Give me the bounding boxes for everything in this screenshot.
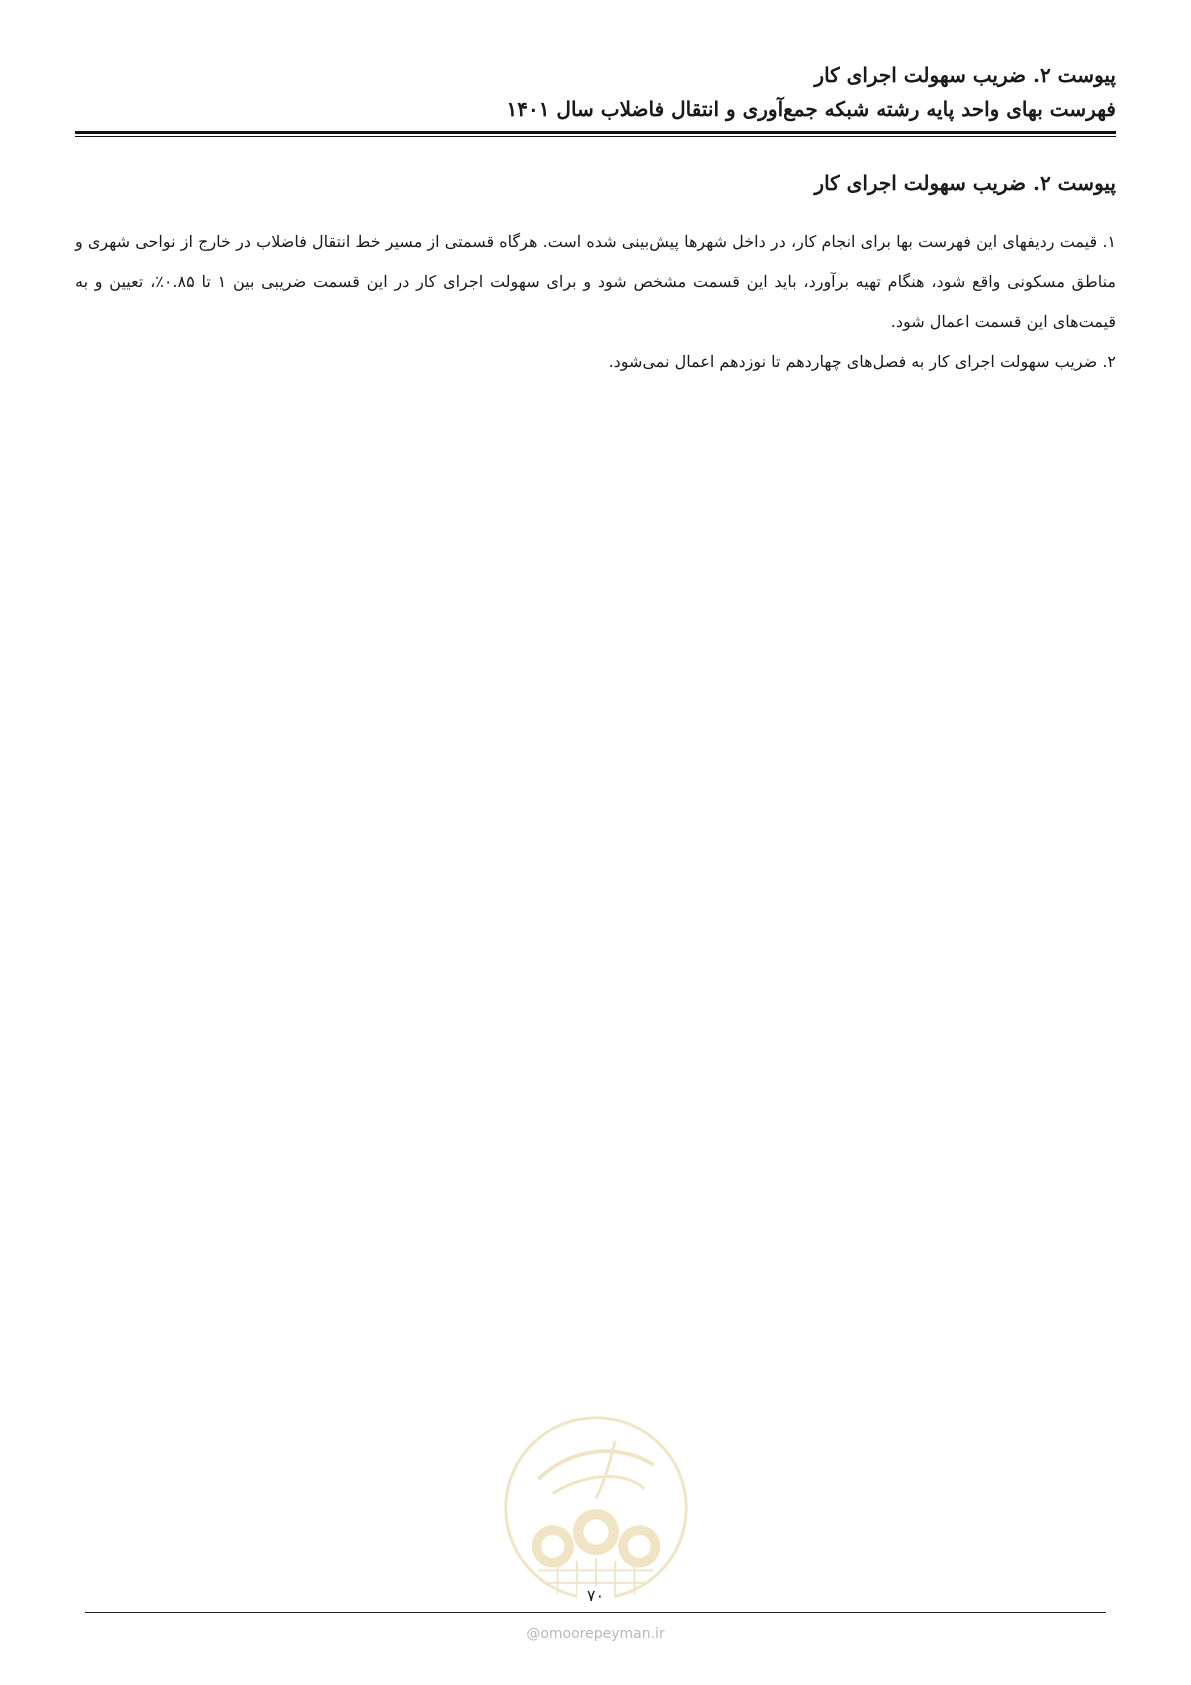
running-header-line2: فهرست بهای واحد پایه رشته شبکه جمع‌آوری و انتقال فاضلاب سال ۱۴۰۱ <box>506 97 1116 121</box>
watermark-url: @omoorepeyman.ir <box>526 1626 665 1642</box>
paragraph-1: ۱. قیمت ردیفهای این فهرست بها برای انجام کار، در داخل شهرها پیش‌بینی شده است. هرگاه قسمتی از مسیر خط انتقال فاضلاب در خارج از نواحی شهری و مناطق مسکونی واقع شود، هنگام تهیه برآورد، باید این قسمت مشخص شود و برای سهولت اجرای کار در این قسمت ضریبی بین ۱ تا ۰.۸۵٪، تعیین و به قیمت‌های این قسمت اعمال شود. <box>75 232 1117 331</box>
logo-watermark-icon <box>500 1412 692 1604</box>
paragraph-2: ۲. ضریب سهولت اجرای کار به فصل‌های چهاردهم تا نوزدهم اعمال نمی‌شود. <box>608 352 1116 371</box>
header-rule-thin <box>75 136 1116 137</box>
footer-rule <box>85 1612 1106 1613</box>
page-number-text: ۷۰ <box>577 1586 614 1605</box>
header-double-rule <box>75 131 1116 137</box>
running-header-line1: پیوست ۲. ضریب سهولت اجرای کار <box>814 63 1116 87</box>
running-header <box>75 58 1116 126</box>
page-number <box>0 1586 1191 1606</box>
body-text <box>75 222 1116 382</box>
section-title: پیوست ۲. ضریب سهولت اجرای کار <box>814 171 1116 195</box>
header-rule-thick <box>75 131 1116 134</box>
